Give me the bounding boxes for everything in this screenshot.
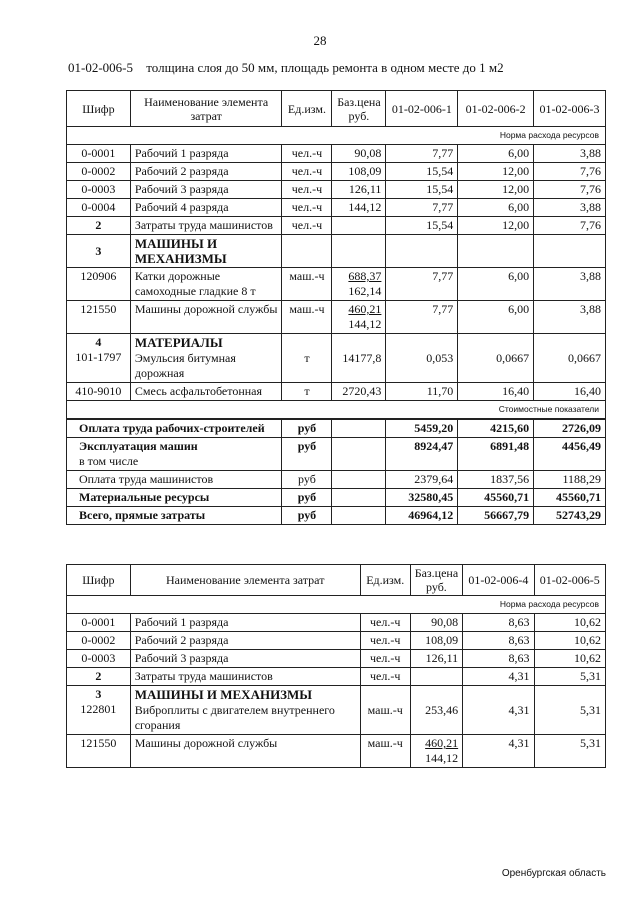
cost-v1: 32580,45 bbox=[386, 489, 458, 507]
section-title: МАТЕРИАЛЫ bbox=[134, 335, 223, 350]
cost-v3: 4456,49 bbox=[534, 438, 606, 471]
cost-name: Всего, прямые затраты bbox=[67, 507, 282, 525]
row-price: 126,11 bbox=[332, 181, 386, 199]
row-v2: 6,00 bbox=[458, 268, 534, 301]
row-unit: чел.-ч bbox=[282, 181, 332, 199]
row-name: Машины дорожной службы bbox=[130, 735, 360, 768]
cost-name-sub: в том числе bbox=[79, 454, 139, 468]
cost-name: Оплата труда машинистов bbox=[67, 471, 282, 489]
row-code: 121550 bbox=[67, 735, 131, 768]
row-code: 0-0002 bbox=[67, 632, 131, 650]
cost-unit: руб bbox=[282, 438, 332, 471]
cost-name bbox=[67, 438, 282, 471]
cost-unit: руб bbox=[282, 419, 332, 438]
row-unit: чел.-ч bbox=[282, 199, 332, 217]
section-title: МАШИНЫ И МЕХАНИЗМЫ bbox=[134, 687, 313, 702]
header-name: Наименование элемента затрат bbox=[130, 91, 282, 127]
table-row bbox=[67, 614, 606, 632]
table-row bbox=[67, 268, 606, 301]
empty-cell bbox=[332, 471, 386, 489]
cost-v1: 5459,20 bbox=[386, 419, 458, 438]
row-v2: 12,00 bbox=[458, 163, 534, 181]
row-unit: т bbox=[282, 334, 332, 383]
row-v3: 3,88 bbox=[534, 268, 606, 301]
row-code: 101-1797 bbox=[75, 350, 122, 364]
row-v1: 15,54 bbox=[386, 163, 458, 181]
row-unit: чел.-ч bbox=[360, 614, 410, 632]
row-v2: 0,0667 bbox=[458, 334, 534, 383]
row-name: Виброплиты с двигателем внутреннего сгорания bbox=[134, 703, 335, 732]
cost-v2: 45560,71 bbox=[458, 489, 534, 507]
row-code: 122801 bbox=[80, 702, 117, 716]
cost-v3: 52743,29 bbox=[534, 507, 606, 525]
row-v2: 5,31 bbox=[534, 735, 605, 768]
row-name: Катки дорожные самоходные гладкие 8 т bbox=[130, 268, 282, 301]
section-heading bbox=[68, 60, 504, 76]
row-code: 410-9010 bbox=[67, 383, 131, 401]
row-name: Эмульсия битумная дорожная bbox=[134, 351, 236, 380]
row-v3: 16,40 bbox=[534, 383, 606, 401]
header-name: Наименование элемента затрат bbox=[130, 565, 360, 596]
table-row bbox=[67, 383, 606, 401]
row-code: 0-0003 bbox=[67, 650, 131, 668]
machines-section-row bbox=[67, 686, 606, 735]
row-unit: чел.-ч bbox=[360, 650, 410, 668]
row-v2: 10,62 bbox=[534, 632, 605, 650]
cost-v1: 2379,64 bbox=[386, 471, 458, 489]
materials-section-row bbox=[67, 334, 606, 383]
row-v1: 0,053 bbox=[386, 334, 458, 383]
cost-v3: 2726,09 bbox=[534, 419, 606, 438]
row-v1: 15,54 bbox=[386, 217, 458, 235]
empty-cell bbox=[332, 235, 386, 268]
row-price: 90,08 bbox=[332, 145, 386, 163]
section-title: МАШИНЫ И МЕХАНИЗМЫ bbox=[130, 235, 282, 268]
row-unit: чел.-ч bbox=[282, 145, 332, 163]
row-code: 2 bbox=[67, 217, 131, 235]
header-cipher: Шифр bbox=[67, 91, 131, 127]
empty-cell bbox=[534, 235, 606, 268]
row-code: 2 bbox=[67, 668, 131, 686]
row-name: Машины дорожной службы bbox=[130, 301, 282, 334]
row-price bbox=[332, 268, 386, 301]
cost-row bbox=[67, 438, 606, 471]
row-v1: 11,70 bbox=[386, 383, 458, 401]
header-col2: 01-02-006-5 bbox=[534, 565, 605, 596]
row-name: Затраты труда машинистов bbox=[130, 217, 282, 235]
cost-v3: 45560,71 bbox=[534, 489, 606, 507]
row-v3: 3,88 bbox=[534, 199, 606, 217]
price-main: 688,37 bbox=[348, 269, 382, 283]
cost-name: Материальные ресурсы bbox=[67, 489, 282, 507]
row-v1: 8,63 bbox=[463, 632, 534, 650]
row-price-empty bbox=[332, 217, 386, 235]
row-v1: 7,77 bbox=[386, 268, 458, 301]
page-number: 28 bbox=[313, 33, 327, 48]
table-row bbox=[67, 650, 606, 668]
table-row bbox=[67, 632, 606, 650]
cost-v2: 1837,56 bbox=[458, 471, 534, 489]
cost-name: Оплата труда рабочих-строителей bbox=[67, 419, 282, 438]
row-unit: маш.-ч bbox=[360, 686, 410, 735]
row-v1: 15,54 bbox=[386, 181, 458, 199]
empty-cell bbox=[332, 438, 386, 471]
row-v2: 5,31 bbox=[534, 668, 605, 686]
row-code: 120906 bbox=[67, 268, 131, 301]
row-name: Смесь асфальтобетонная bbox=[130, 383, 282, 401]
row-price: 90,08 bbox=[410, 614, 462, 632]
row-v1: 8,63 bbox=[463, 614, 534, 632]
cost-row bbox=[67, 489, 606, 507]
table-row bbox=[67, 181, 606, 199]
empty-cell bbox=[332, 489, 386, 507]
row-v3: 3,88 bbox=[534, 301, 606, 334]
row-unit: маш.-ч bbox=[282, 268, 332, 301]
table-row bbox=[67, 145, 606, 163]
section-code bbox=[67, 334, 131, 383]
row-code: 121550 bbox=[67, 301, 131, 334]
row-v2: 16,40 bbox=[458, 383, 534, 401]
header-unit: Ед.изм. bbox=[282, 91, 332, 127]
row-v1: 4,31 bbox=[463, 686, 534, 735]
empty-cell bbox=[282, 235, 332, 268]
heading-text: толщина слоя до 50 мм, площадь ремонта в одном месте до 1 м2 bbox=[146, 60, 504, 75]
row-name: Рабочий 3 разряда bbox=[130, 650, 360, 668]
header-price: Баз.цена руб. bbox=[332, 91, 386, 127]
row-name: Рабочий 4 разряда bbox=[130, 199, 282, 217]
row-v2: 6,00 bbox=[458, 199, 534, 217]
table-row bbox=[67, 735, 606, 768]
row-price: 108,09 bbox=[332, 163, 386, 181]
row-name: Рабочий 2 разряда bbox=[130, 163, 282, 181]
row-v3: 7,76 bbox=[534, 217, 606, 235]
section-code-num: 4 bbox=[95, 335, 102, 349]
cost-unit: руб bbox=[282, 489, 332, 507]
header-col1: 01-02-006-4 bbox=[463, 565, 534, 596]
row-v1: 7,77 bbox=[386, 145, 458, 163]
row-price: 14177,8 bbox=[332, 334, 386, 383]
header-col3: 01-02-006-3 bbox=[534, 91, 606, 127]
empty-cell bbox=[386, 235, 458, 268]
row-v2: 12,00 bbox=[458, 181, 534, 199]
row-v3: 0,0667 bbox=[534, 334, 606, 383]
row-price: 126,11 bbox=[410, 650, 462, 668]
row-v2: 5,31 bbox=[534, 686, 605, 735]
table-row bbox=[67, 199, 606, 217]
row-price: 144,12 bbox=[332, 199, 386, 217]
row-code: 0-0002 bbox=[67, 163, 131, 181]
table-row bbox=[67, 163, 606, 181]
section-code: 3 bbox=[67, 235, 131, 268]
cost-row bbox=[67, 471, 606, 489]
machinists-row bbox=[67, 217, 606, 235]
row-unit: т bbox=[282, 383, 332, 401]
header-unit: Ед.изм. bbox=[360, 565, 410, 596]
row-unit: маш.-ч bbox=[282, 301, 332, 334]
cost-unit: руб bbox=[282, 507, 332, 525]
heading-code: 01-02-006-5 bbox=[68, 60, 133, 75]
row-v1: 7,77 bbox=[386, 301, 458, 334]
row-price bbox=[410, 735, 462, 768]
cost-v1: 8924,47 bbox=[386, 438, 458, 471]
row-code: 0-0001 bbox=[67, 145, 131, 163]
row-code: 0-0003 bbox=[67, 181, 131, 199]
cost-label: Стоимостные показатели bbox=[67, 401, 606, 420]
row-unit: чел.-ч bbox=[360, 632, 410, 650]
row-name: Рабочий 2 разряда bbox=[130, 632, 360, 650]
row-name: Затраты труда машинистов bbox=[130, 668, 360, 686]
row-code: 0-0004 bbox=[67, 199, 131, 217]
cost-v3: 1188,29 bbox=[534, 471, 606, 489]
cost-v1: 46964,12 bbox=[386, 507, 458, 525]
price-main: 460,21 bbox=[425, 736, 459, 750]
section-code-num: 3 bbox=[95, 687, 102, 701]
row-v2: 12,00 bbox=[458, 217, 534, 235]
row-unit: маш.-ч bbox=[360, 735, 410, 768]
price-machinist: 144,12 bbox=[348, 317, 382, 331]
row-unit: чел.-ч bbox=[282, 217, 332, 235]
header-price: Баз.цена руб. bbox=[410, 565, 462, 596]
region-footer: Оренбургская область bbox=[501, 868, 606, 879]
row-name: Рабочий 1 разряда bbox=[130, 614, 360, 632]
row-name: Рабочий 3 разряда bbox=[130, 181, 282, 199]
empty-cell bbox=[332, 419, 386, 438]
row-name: Рабочий 1 разряда bbox=[130, 145, 282, 163]
row-v2: 10,62 bbox=[534, 614, 605, 632]
section-cell bbox=[130, 686, 360, 735]
row-v1: 8,63 bbox=[463, 650, 534, 668]
cost-v2: 6891,48 bbox=[458, 438, 534, 471]
machinists-row bbox=[67, 668, 606, 686]
header-cipher: Шифр bbox=[67, 565, 131, 596]
resource-table-2 bbox=[66, 564, 606, 768]
empty-cell bbox=[410, 668, 462, 686]
resource-table-1 bbox=[66, 90, 606, 525]
table-row bbox=[67, 301, 606, 334]
norm-label: Норма расхода ресурсов bbox=[67, 596, 606, 614]
row-v2: 10,62 bbox=[534, 650, 605, 668]
cost-v2: 56667,79 bbox=[458, 507, 534, 525]
cost-name-main: Эксплуатация машин bbox=[79, 439, 198, 453]
row-price: 253,46 bbox=[410, 686, 462, 735]
empty-cell bbox=[332, 507, 386, 525]
section-cell bbox=[130, 334, 282, 383]
row-v3: 7,76 bbox=[534, 163, 606, 181]
row-price: 108,09 bbox=[410, 632, 462, 650]
header-col2: 01-02-006-2 bbox=[458, 91, 534, 127]
cost-row bbox=[67, 507, 606, 525]
row-v1: 4,31 bbox=[463, 668, 534, 686]
row-v2: 6,00 bbox=[458, 145, 534, 163]
row-code: 0-0001 bbox=[67, 614, 131, 632]
header-col1: 01-02-006-1 bbox=[386, 91, 458, 127]
price-machinist: 144,12 bbox=[425, 751, 459, 765]
section-code bbox=[67, 686, 131, 735]
row-unit: чел.-ч bbox=[282, 163, 332, 181]
row-v3: 7,76 bbox=[534, 181, 606, 199]
cost-v2: 4215,60 bbox=[458, 419, 534, 438]
price-main: 460,21 bbox=[348, 302, 382, 316]
cost-row bbox=[67, 419, 606, 438]
row-price bbox=[332, 301, 386, 334]
machines-section-row bbox=[67, 235, 606, 268]
row-price: 2720,43 bbox=[332, 383, 386, 401]
row-v1: 7,77 bbox=[386, 199, 458, 217]
price-machinist: 162,14 bbox=[348, 284, 382, 298]
norm-label: Норма расхода ресурсов bbox=[67, 127, 606, 145]
row-v3: 3,88 bbox=[534, 145, 606, 163]
empty-cell bbox=[458, 235, 534, 268]
row-v1: 4,31 bbox=[463, 735, 534, 768]
cost-unit: руб bbox=[282, 471, 332, 489]
row-v2: 6,00 bbox=[458, 301, 534, 334]
row-unit: чел.-ч bbox=[360, 668, 410, 686]
